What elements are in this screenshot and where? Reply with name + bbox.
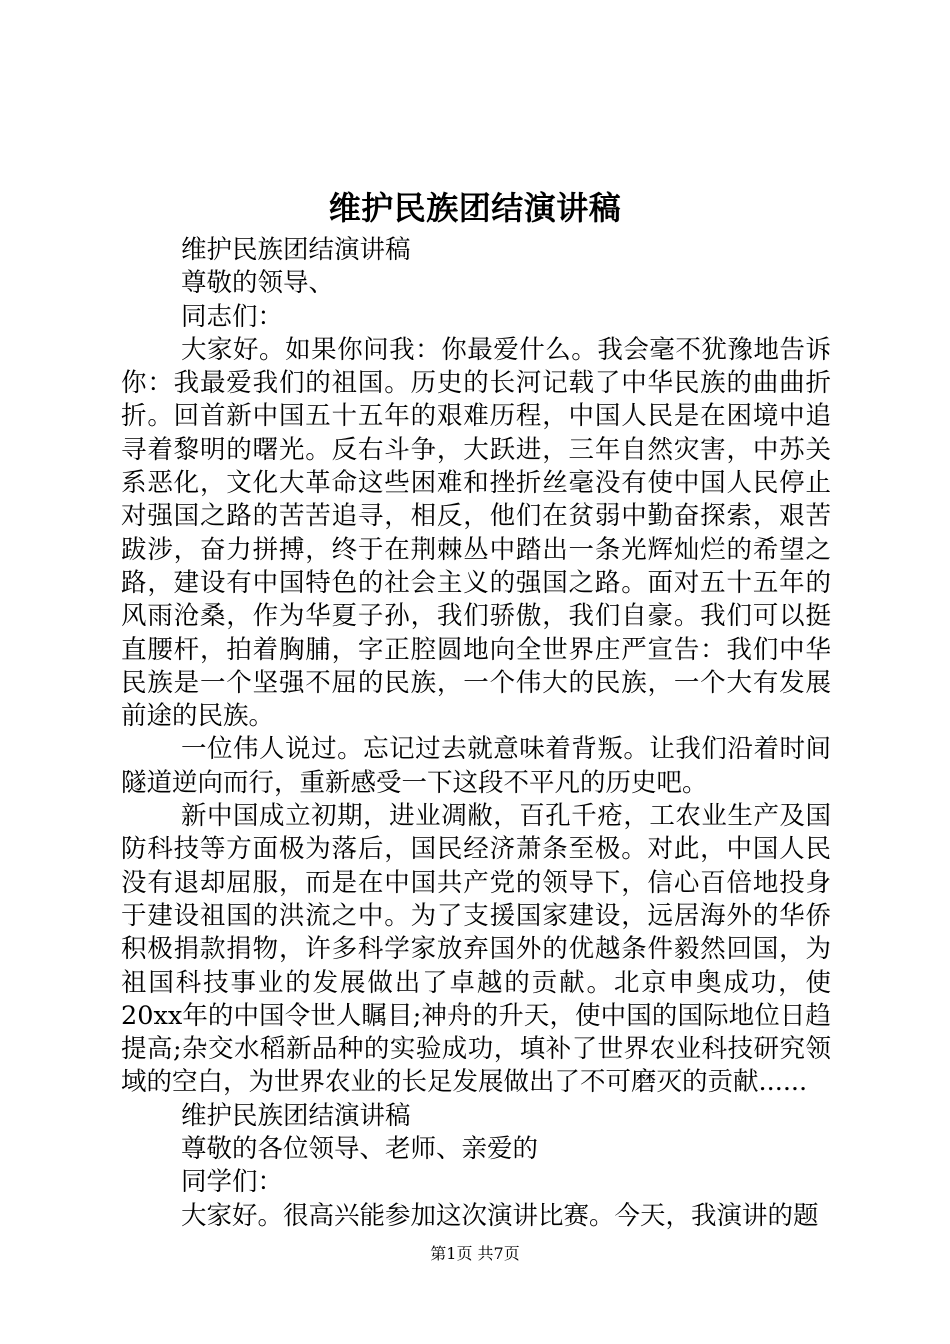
heading-line: 维护民族团结演讲稿 — [181, 1100, 411, 1131]
document-title: 维护民族团结演讲稿 — [328, 189, 622, 227]
paragraph: 一位伟人说过。忘记过去就意味着背叛。让我们沿着时间隧道逆向而行，重新感受一下这段不平凡的历史吧。 — [121, 734, 831, 798]
paragraph: 新中国成立初期，进业凋敝，百孔千疮，工农业生产及国防科技等方面极为落后，国民经济萧条至极。对此，中国人民没有退却屈服，而是在中国共产党的领导下，信心百倍地投身于建设祖国的洪流之中。为了支援国家建设，远居海外的华侨积极捐款捐物，许多科学家放弃国外的优越条件毅然回国，为祖国科技事业的发展做出了卓越的贡献。北京申奥成功，使20xx年的中国令世人瞩目;神舟的升天，使中国的国际地位日趋提高;杂交水稻新品种的实验成功，填补了世界农业科技研究领域的空白，为世界农业的长足发展做出了不可磨灭的贡献...... — [121, 801, 831, 1098]
paragraph: 大家好。很高兴能参加这次演讲比赛。今天，我演讲的题 — [181, 1200, 819, 1231]
salutation-line: 尊敬的领导、 — [181, 268, 335, 299]
document-body — [121, 234, 831, 1233]
salutation-line: 同志们： — [181, 301, 284, 332]
salutation-line: 尊敬的各位领导、老师、亲爱的 — [181, 1134, 539, 1165]
paragraph: 大家好。如果你问我：你最爱什么。我会毫不犹豫地告诉你：我最爱我们的祖国。历史的长河记载了中华民族的曲曲折折。回首新中国五十五年的艰难历程，中国人民是在困境中追寻着黎明的曙光。反右斗争，大跃进，三年自然灾害，中苏关系恶化，文化大革命这些困难和挫折丝毫没有使中国人民停止对强国之路的苦苦追寻，相反，他们在贫弱中勤奋探索，艰苦跋涉，奋力拼搏，终于在荆棘丛中踏出一条光辉灿烂的希望之路，建设有中国特色的社会主义的强国之路。面对五十五年的风雨沧桑，作为华夏子孙，我们骄傲，我们自豪。我们可以挺直腰杆，拍着胸脯，字正腔圆地向全世界庄严宣告：我们中华民族是一个坚强不屈的民族，一个伟大的民族，一个大有发展前途的民族。 — [121, 334, 831, 732]
salutation-line: 同学们： — [181, 1167, 284, 1198]
heading-line: 维护民族团结演讲稿 — [181, 235, 411, 265]
page-footer: 第1页 共7页 — [430, 1244, 520, 1263]
